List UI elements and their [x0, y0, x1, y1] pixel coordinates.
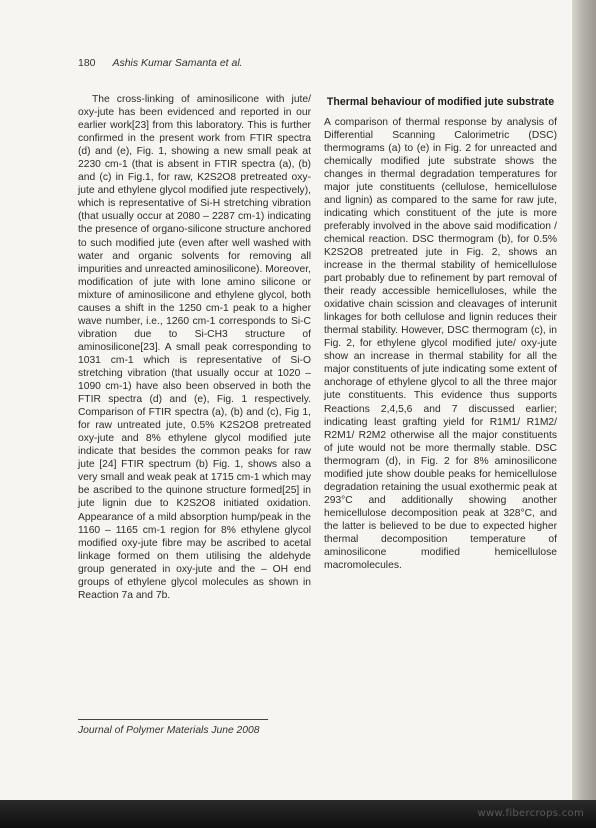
running-authors: Ashis Kumar Samanta et al.	[112, 57, 243, 69]
footer-rule	[78, 719, 268, 720]
watermark-text: www.fibercrops.com	[477, 808, 584, 819]
journal-footer: Journal of Polymer Materials June 2008	[78, 725, 260, 736]
right-column	[324, 96, 557, 572]
running-header	[78, 57, 243, 69]
page-number: 180	[78, 57, 96, 69]
page-edge-shadow	[572, 0, 596, 828]
left-column	[78, 93, 311, 602]
body-paragraph-dsc: A comparison of thermal response by analysis of Differential Scanning Calorimetric (DSC) thermograms (a) to (e) in Fig. 2 for unreacted and chemically modified jute substrate shows the changes in thermal degradation temperatures for major jute constituents (cellulose, hemicellulose and lignin) as compared to the same for raw jute, indicating which constituent of the jute is more preferably involved in the above said modification / chemical reaction. DSC thermogram (b), for 0.5% K2S2O8 pretreated jute in Fig. 2, shows an increase in the thermal stability of hemicellulose part probably due to refinement by part removal of their ready accessible hemicelluloses, while the oxidative chain scission and cleavages of interunit linkages for both cellulose and lignin reduces their thermal stability. However, DSC thermogram (c), in Fig. 2, for ethylene glycol modified jute/ oxy-jute show an increase in thermal stability for all the major constituents of jute indicating some extent of anchorage of ethylene glycol to all the three major jute constituents. This evidence thus supports Reactions 2,4,5,6 and 7 discussed earlier; indicating least grafting yield for R1M1/ R1M2/ R2M1/ R2M2 otherwise all the major constituents of jute would not be more thermally stable. DSC thermogram (d), in Fig. 2 for 8% aminosilicone modified jute show double peaks for hemicellulose degradation retaining the usual exothermic peak at 293°C and additionally showing another hemicellulose decomposition peak at 328°C, and the latter is believed to be due to expected higher thermal decomposition temperature of aminosilicone modified hemicellulose macromolecules.	[324, 116, 557, 572]
section-heading: Thermal behaviour of modified jute substrate	[326, 96, 555, 108]
body-paragraph-ftir: The cross-linking of aminosilicone with jute/ oxy-jute has been evidenced and reported in our earlier work[23] from this laboratory. This is further confirmed in the present work from FTIR spectra (d) and (e), Fig. 1, showing a new small peak at 2230 cm-1 (that is absent in FTIR spectra (a), (b) and (c) in Fig.1, for raw, K2S2O8 pretreated oxy-jute and ethylene glycol modified jute respectively), which is representative of Si-H stretching vibration (that usually occur at 2080 – 2287 cm-1) indicating the presence of organo-silicone structure anchored to such modified jute (even after well washed with water and organic solvents for removing all impurities and unreacted aminosilicone). Moreover, modification of jute with lone amino silicone or mixture of aminosilicone and ethylene glycol, both causes a shift in the 1250 cm-1 peak to a higher wave number, i.e., 1260 cm-1 corresponds to Si-C vibration due to Si-CH3 structure of aminosilicone[23]. A small peak corresponding to 1031 cm-1 which is representative of Si-O stretching vibration (that usually occur at 1020 – 1090 cm-1) have also been observed in both the FTIR spectra (d) and (e), Fig. 1 respectively. Comparison of FTIR spectra (a), (b) and (c), Fig 1, for raw untreated jute, 0.5% K2S2O8 pretreated oxy-jute and 8% ethylene glycol modified jute indicate that besides the common peaks for raw jute [24] FTIR spectrum (b) Fig. 1, shows also a very small and weak peak at 1715 cm-1 which may be ascribed to the quinone structure formed[25] in jute lignin due to K2S2O8 initiated oxidation. Appearance of a mild absorption hump/peak in the 1160 – 1165 cm-1 region for 8% ethylene glycol modified oxy-jute fibre may be ascribed to acetal linkage formed on them utilising the aldehyde group generated in oxy-jute and the – OH end groups of ethylene glycol molecules as shown in Reaction 7a and 7b.	[78, 94, 311, 601]
